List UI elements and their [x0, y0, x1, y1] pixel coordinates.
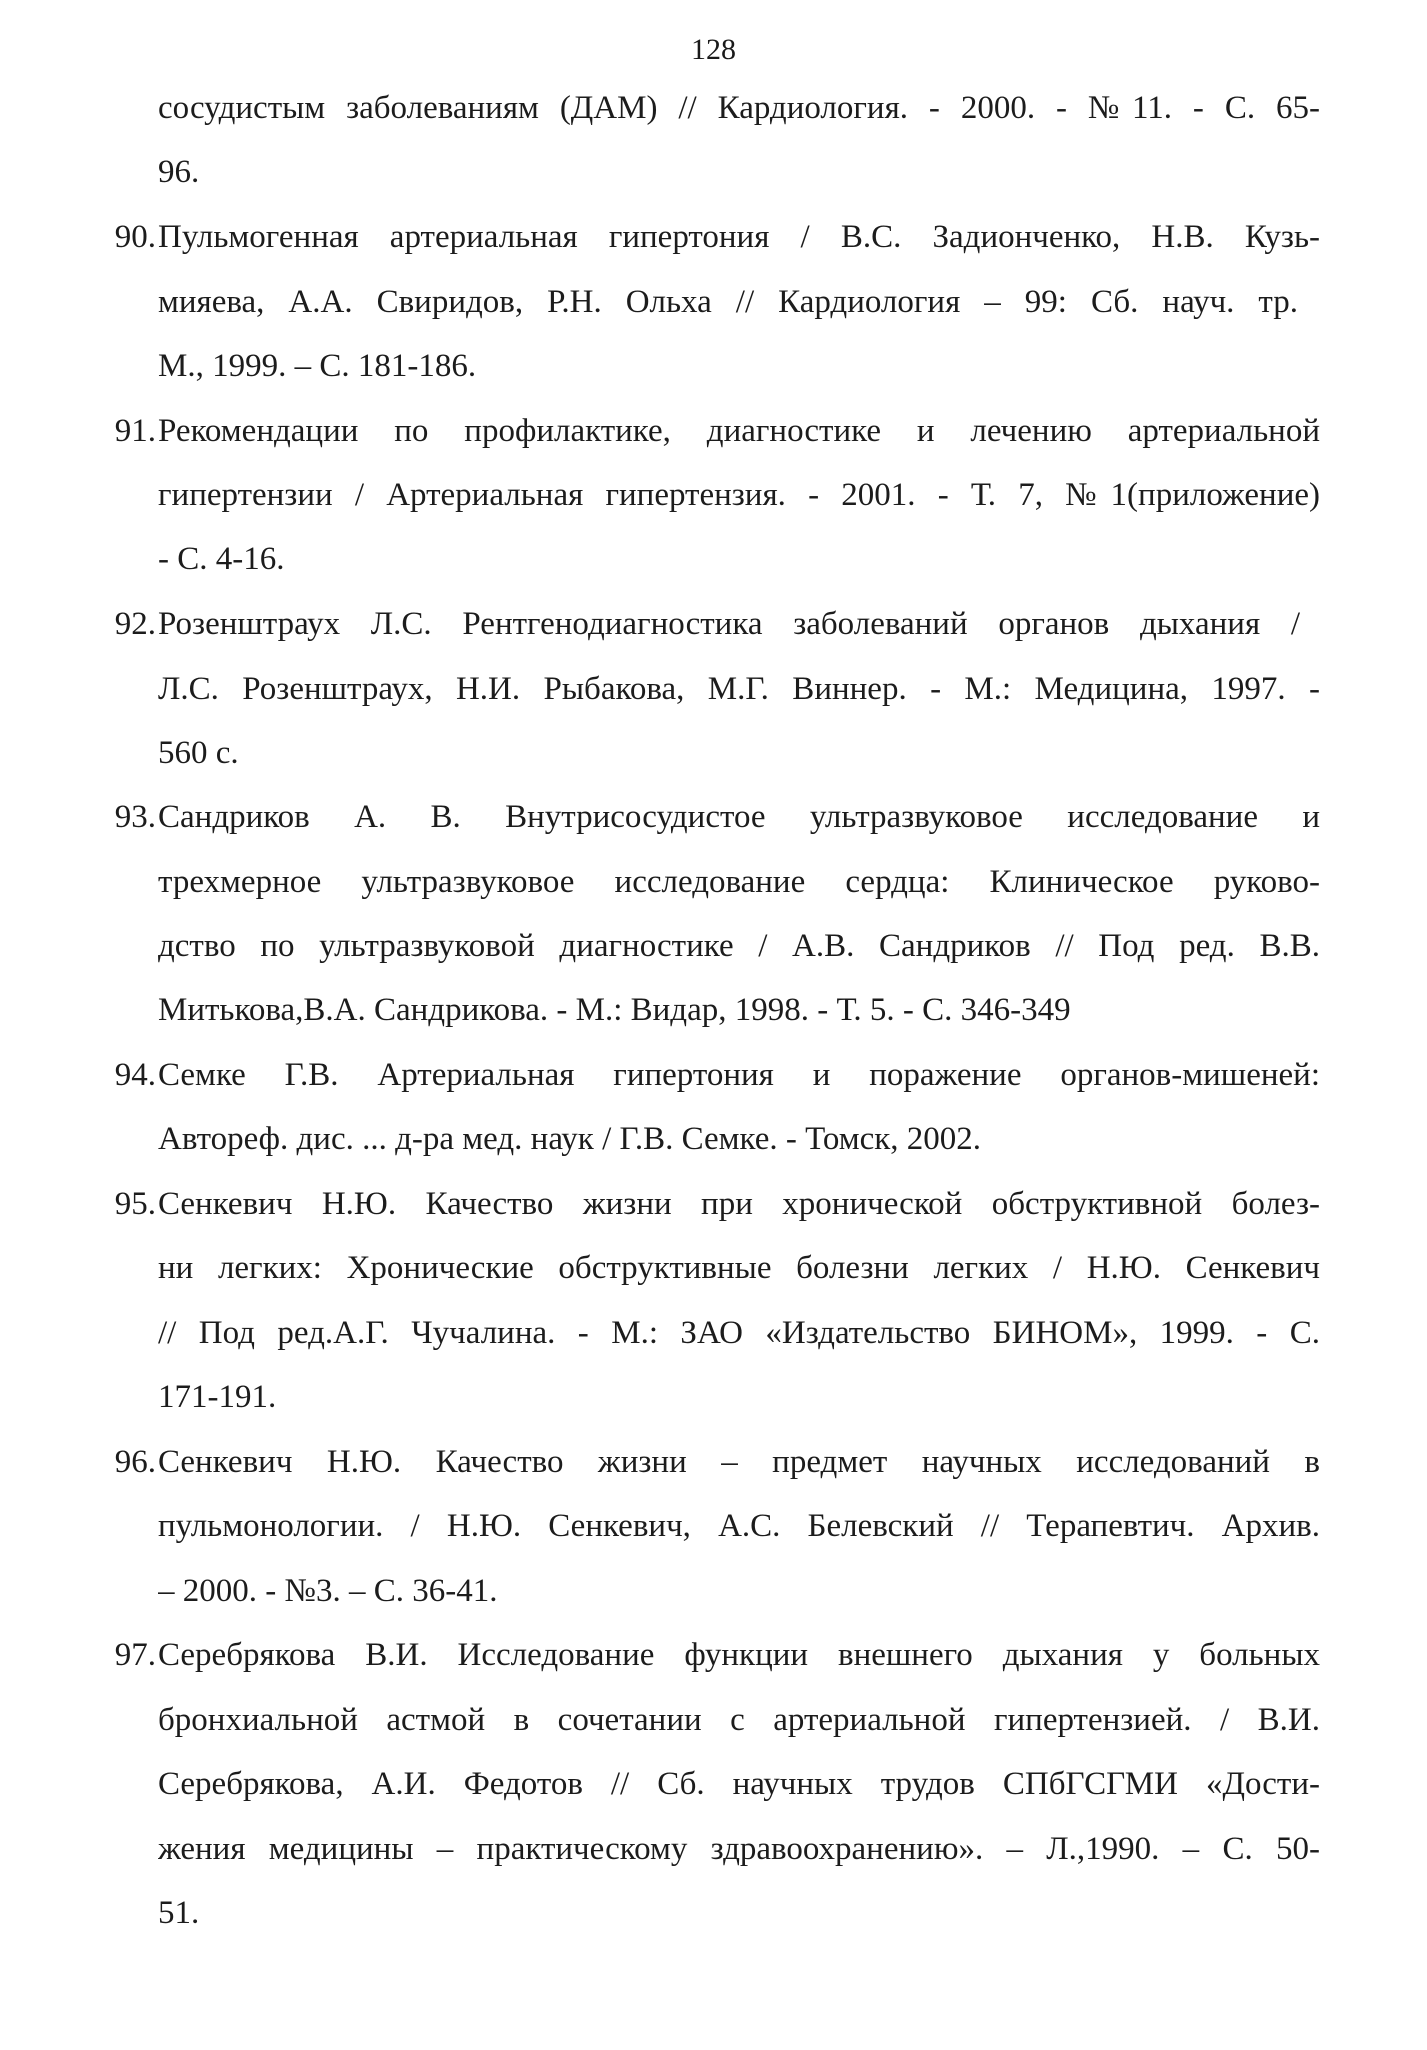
reference-line: мияева, А.А. Свиридов, Р.Н. Ольха // Кардиология – 99: Сб. науч. тр.: [158, 284, 1298, 320]
reference-line: // Под ред.А.Г. Чучалина. - М.: ЗАО «Издательство БИНОМ», 1999. - С.: [158, 1315, 1320, 1351]
reference-line: – 2000. - №3. – С. 36-41.: [158, 1573, 498, 1609]
reference-line: 171-191.: [158, 1379, 277, 1415]
reference-line: бронхиальной астмой в сочетании с артериальной гипертензией. / В.И.: [158, 1702, 1320, 1738]
reference-number: 97.: [114, 1637, 156, 1673]
reference-line: Автореф. дис. ... д-ра мед. наук / Г.В. Семке. - Томск, 2002.: [158, 1121, 982, 1157]
reference-line: трехмерное ультразвуковое исследование сердца: Клиническое руково-: [158, 864, 1320, 900]
reference-line: Рекомендации по профилактике, диагностике и лечению артериальной: [158, 413, 1320, 449]
reference-line: 51.: [158, 1895, 200, 1931]
reference-number: 90.: [114, 219, 156, 255]
reference-line: М., 1999. – С. 181-186.: [158, 348, 477, 384]
reference-number: 94.: [114, 1057, 156, 1093]
reference-line: 96.: [158, 154, 200, 190]
reference-line: ни легких: Хронические обструктивные болезни легких / Н.Ю. Сенкевич: [158, 1250, 1320, 1286]
reference-line: 560 с.: [158, 735, 239, 771]
reference-line: Митькова,В.А. Сандрикова. - М.: Видар, 1998. - Т. 5. - С. 346-349: [158, 992, 1071, 1028]
reference-number: 92.: [114, 606, 156, 642]
reference-line: Серебрякова, А.И. Федотов // Сб. научных трудов СПбГСГМИ «Дости-: [158, 1766, 1320, 1802]
reference-line: Л.С. Розенштраух, Н.И. Рыбакова, М.Г. Виннер. - М.: Медицина, 1997. -: [158, 671, 1320, 707]
reference-line: Пульмогенная артериальная гипертония / В.С. Задионченко, Н.В. Кузь-: [158, 219, 1320, 255]
reference-line: - С. 4-16.: [158, 541, 285, 577]
reference-line: Семке Г.В. Артериальная гипертония и поражение органов-мишеней:: [158, 1057, 1320, 1093]
reference-line: Розенштраух Л.С. Рентгенодиагностика заболеваний органов дыхания /: [158, 606, 1300, 642]
reference-line: Сенкевич Н.Ю. Качество жизни при хронической обструктивной болез-: [158, 1186, 1320, 1222]
page-number: 128: [691, 33, 736, 66]
reference-number: 91.: [114, 413, 156, 449]
reference-number: 95.: [114, 1186, 156, 1222]
reference-line: Серебрякова В.И. Исследование функции внешнего дыхания у больных: [158, 1637, 1320, 1673]
reference-line: гипертензии / Артериальная гипертензия. - 2001. - Т. 7, №1(приложение): [158, 477, 1320, 513]
reference-number: 93.: [114, 799, 156, 835]
reference-line: дство по ультразвуковой диагностике / А.В. Сандриков // Под ред. В.В.: [158, 928, 1320, 964]
reference-line: Сандриков А. В. Внутрисосудистое ультразвуковое исследование и: [158, 799, 1320, 835]
reference-line: пульмонологии. / Н.Ю. Сенкевич, А.С. Белевский // Терапевтич. Архив.: [158, 1508, 1320, 1544]
reference-line: Сенкевич Н.Ю. Качество жизни – предмет научных исследований в: [158, 1444, 1320, 1480]
reference-line: жения медицины – практическому здравоохранению». – Л.,1990. – С. 50-: [158, 1831, 1320, 1867]
reference-number: 96.: [114, 1444, 156, 1480]
reference-line: сосудистым заболеваниям (ДАМ) // Кардиология. - 2000. - №11. - С. 65-: [158, 90, 1320, 126]
